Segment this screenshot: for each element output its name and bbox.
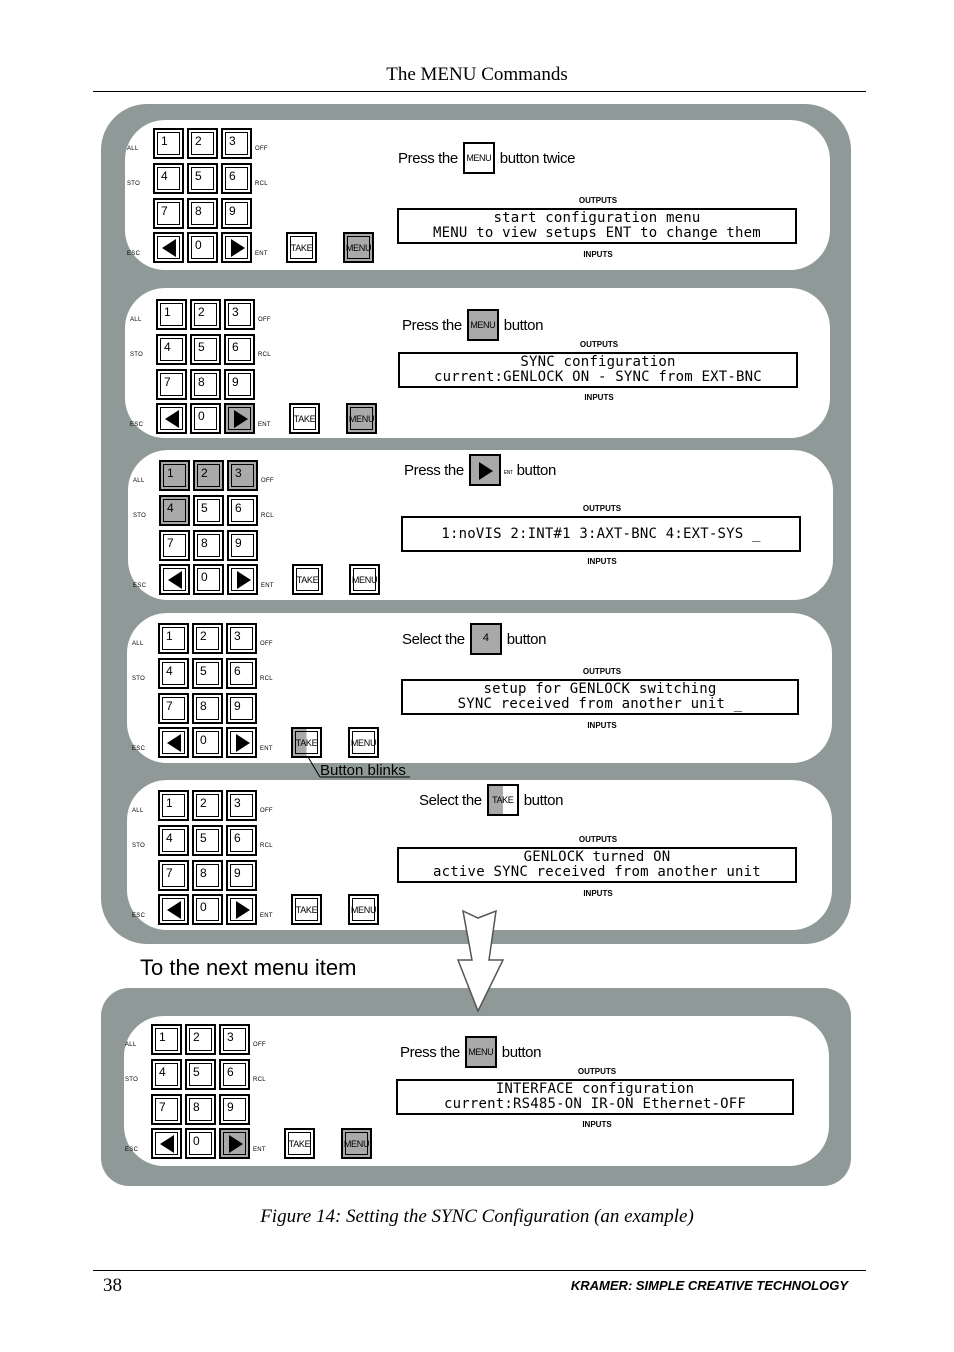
key-2[interactable]: 2: [192, 790, 223, 821]
key-2[interactable]: 2: [187, 128, 218, 159]
menu-button[interactable]: MENU: [348, 894, 379, 925]
key-8[interactable]: 8: [190, 369, 221, 400]
key-5[interactable]: 5: [185, 1059, 216, 1090]
outputs-label: OUTPUTS: [582, 504, 622, 513]
instruction-text: button: [503, 316, 544, 334]
key-0[interactable]: 0: [190, 403, 221, 434]
instruction-text: button: [501, 1043, 542, 1061]
side-label-rcl: RCL: [261, 513, 274, 519]
key-2[interactable]: 2: [193, 460, 224, 491]
side-label-ent: ENT: [261, 583, 274, 589]
key-9[interactable]: 9: [226, 693, 257, 724]
key-1[interactable]: 1: [151, 1024, 182, 1055]
footer-rule: [93, 1270, 866, 1271]
left-arrow-button[interactable]: [151, 1128, 182, 1159]
footer-brand: KRAMER: SIMPLE CREATIVE TECHNOLOGY: [570, 1278, 848, 1293]
side-label-rcl: RCL: [260, 676, 273, 682]
key-8[interactable]: 8: [192, 860, 223, 891]
take-button[interactable]: TAKE: [284, 1128, 315, 1159]
take-button[interactable]: TAKE: [291, 727, 322, 758]
take-button[interactable]: TAKE: [286, 232, 317, 263]
key-4[interactable]: 4: [158, 825, 189, 856]
key-9[interactable]: 9: [219, 1094, 250, 1125]
key-4[interactable]: 4: [151, 1059, 182, 1090]
key-1[interactable]: 1: [156, 299, 187, 330]
instruction-text: button: [516, 461, 556, 479]
outputs-label: OUTPUTS: [579, 340, 619, 349]
key-8[interactable]: 8: [192, 693, 223, 724]
key-3[interactable]: 3: [219, 1024, 250, 1055]
key-4[interactable]: 4: [159, 495, 190, 526]
key-5[interactable]: 5: [190, 334, 221, 365]
lcd-display: SYNC configuration current:GENLOCK ON - SYNC from EXT-BNC: [398, 352, 798, 388]
side-label-off: OFF: [258, 317, 271, 323]
menu-button[interactable]: MENU: [346, 403, 377, 434]
menu-key-icon: MENU: [463, 142, 495, 174]
instruction-text: Press the: [402, 316, 462, 334]
key-8[interactable]: 8: [193, 530, 224, 561]
side-label-all: ALL: [133, 478, 145, 484]
left-arrow-icon: [160, 1135, 174, 1153]
menu-button[interactable]: MENU: [341, 1128, 372, 1159]
key-0[interactable]: 0: [192, 727, 223, 758]
key-6[interactable]: 6: [226, 825, 257, 856]
side-label-off: OFF: [260, 641, 273, 647]
menu-button[interactable]: MENU: [348, 727, 379, 758]
key-4[interactable]: 4: [158, 658, 189, 689]
key-3[interactable]: 3: [226, 623, 257, 654]
key-6[interactable]: 6: [226, 658, 257, 689]
key-9[interactable]: 9: [226, 860, 257, 891]
lcd-display: setup for GENLOCK switching SYNC received from another unit _: [401, 679, 799, 715]
instruction-text: Press the: [400, 1043, 460, 1061]
key-2[interactable]: 2: [192, 623, 223, 654]
side-label-sto: STO: [132, 676, 146, 682]
side-label-ent: ENT: [260, 746, 273, 752]
key-6[interactable]: 6: [224, 334, 255, 365]
lcd-display: GENLOCK turned ON active SYNC received from another unit: [397, 847, 797, 883]
side-label-esc: ESC: [132, 913, 146, 919]
side-label-esc: ESC: [133, 583, 147, 589]
key-4[interactable]: 4: [153, 163, 184, 194]
key-9[interactable]: 9: [221, 198, 252, 229]
key-7[interactable]: 7: [153, 198, 184, 229]
page-number: 38: [103, 1275, 122, 1296]
key-1[interactable]: 1: [158, 623, 189, 654]
key-5[interactable]: 5: [193, 495, 224, 526]
take-button[interactable]: TAKE: [289, 403, 320, 434]
side-label-all: ALL: [132, 641, 144, 647]
menu-button[interactable]: MENU: [343, 232, 374, 263]
inputs-label: INPUTS: [587, 721, 617, 730]
key-1[interactable]: 1: [153, 128, 184, 159]
ent-label: ENT: [503, 470, 513, 476]
button-blinks-label: Button blinks: [320, 762, 406, 779]
key-7[interactable]: 7: [151, 1094, 182, 1125]
side-label-all: ALL: [132, 808, 144, 814]
side-label-ent: ENT: [255, 251, 268, 257]
down-arrow-icon: [458, 911, 503, 1011]
side-label-off: OFF: [255, 146, 268, 152]
key-3[interactable]: 3: [221, 128, 252, 159]
key-2[interactable]: 2: [190, 299, 221, 330]
right-arrow-button[interactable]: [219, 1128, 250, 1159]
outputs-label: OUTPUTS: [582, 667, 622, 676]
side-label-off: OFF: [253, 1042, 266, 1048]
side-label-esc: ESC: [130, 422, 144, 428]
instruction-text: Select the: [402, 630, 465, 648]
side-label-rcl: RCL: [253, 1077, 266, 1083]
key-9[interactable]: 9: [227, 530, 258, 561]
key-5[interactable]: 5: [187, 163, 218, 194]
side-label-all: ALL: [130, 317, 142, 323]
menu-key-icon: MENU: [467, 309, 499, 341]
key-2[interactable]: 2: [185, 1024, 216, 1055]
inputs-label: INPUTS: [587, 557, 617, 566]
key-6[interactable]: 6: [227, 495, 258, 526]
key-7[interactable]: 7: [158, 693, 189, 724]
four-key-icon: 4: [470, 623, 502, 655]
take-key-icon: TAKE: [487, 784, 519, 816]
side-label-sto: STO: [130, 352, 144, 358]
side-label-all: ALL: [127, 146, 139, 152]
figure-caption: Figure 14: Setting the SYNC Configuration (an example): [260, 1206, 694, 1227]
side-label-off: OFF: [261, 478, 274, 484]
key-5[interactable]: 5: [192, 658, 223, 689]
next-menu-item-label: To the next menu item: [140, 955, 357, 980]
inputs-label: INPUTS: [583, 889, 613, 898]
side-label-rcl: RCL: [258, 352, 271, 358]
side-label-all: ALL: [125, 1042, 137, 1048]
inputs-label: INPUTS: [582, 1120, 612, 1129]
side-label-ent: ENT: [258, 422, 271, 428]
side-label-esc: ESC: [132, 746, 146, 752]
side-label-sto: STO: [125, 1077, 139, 1083]
key-0[interactable]: 0: [193, 564, 224, 595]
instruction: [400, 1036, 541, 1068]
key-3[interactable]: 3: [227, 460, 258, 491]
side-label-rcl: RCL: [255, 181, 268, 187]
key-1[interactable]: 1: [159, 460, 190, 491]
side-label-esc: ESC: [125, 1147, 139, 1153]
key-6[interactable]: 6: [219, 1059, 250, 1090]
key-3[interactable]: 3: [224, 299, 255, 330]
take-button[interactable]: TAKE: [291, 894, 322, 925]
instruction-text: Press the: [404, 461, 464, 479]
outputs-label: OUTPUTS: [578, 196, 618, 205]
instruction-text: Select the: [419, 791, 482, 809]
lcd-display: 1:noVIS 2:INT#1 3:AXT-BNC 4:EXT-SYS _: [401, 516, 801, 552]
menu-key-icon: MENU: [465, 1036, 497, 1068]
key-0[interactable]: 0: [185, 1128, 216, 1159]
key-1[interactable]: 1: [158, 790, 189, 821]
take-button[interactable]: TAKE: [292, 564, 323, 595]
key-4[interactable]: 4: [156, 334, 187, 365]
step-panel-6: [124, 1016, 829, 1166]
page-header: The MENU Commands: [386, 64, 568, 85]
key-0[interactable]: 0: [192, 894, 223, 925]
key-9[interactable]: 9: [224, 369, 255, 400]
key-0[interactable]: 0: [187, 232, 218, 263]
key-3[interactable]: 3: [226, 790, 257, 821]
side-label-sto: STO: [127, 181, 141, 187]
key-7[interactable]: 7: [159, 530, 190, 561]
inputs-label: INPUTS: [584, 393, 614, 402]
inputs-label: INPUTS: [583, 250, 613, 259]
instruction-text: button: [506, 630, 547, 648]
key-8[interactable]: 8: [187, 198, 218, 229]
outputs-label: OUTPUTS: [577, 1067, 617, 1076]
instruction-text: Press the: [398, 149, 458, 167]
key-8[interactable]: 8: [185, 1094, 216, 1125]
side-label-off: OFF: [260, 808, 273, 814]
side-label-sto: STO: [132, 843, 146, 849]
lcd-display: INTERFACE configuration current:RS485-ON IR-ON Ethernet-OFF: [396, 1079, 794, 1115]
key-5[interactable]: 5: [192, 825, 223, 856]
key-7[interactable]: 7: [156, 369, 187, 400]
outputs-label: OUTPUTS: [578, 835, 618, 844]
keypad: [125, 1022, 401, 1162]
menu-button[interactable]: MENU: [349, 564, 380, 595]
blink-callout-line: [308, 757, 320, 777]
side-label-ent: ENT: [253, 1147, 266, 1153]
lcd-display: start configuration menu MENU to view setups ENT to change them: [397, 208, 797, 244]
side-label-esc: ESC: [127, 251, 141, 257]
side-label-ent: ENT: [260, 913, 273, 919]
side-label-sto: STO: [133, 513, 147, 519]
instruction-text: button twice: [499, 149, 576, 167]
instruction-text: button: [523, 791, 564, 809]
side-label-rcl: RCL: [260, 843, 273, 849]
key-7[interactable]: 7: [158, 860, 189, 891]
key-6[interactable]: 6: [221, 163, 252, 194]
right-arrow-icon: [229, 1135, 243, 1153]
